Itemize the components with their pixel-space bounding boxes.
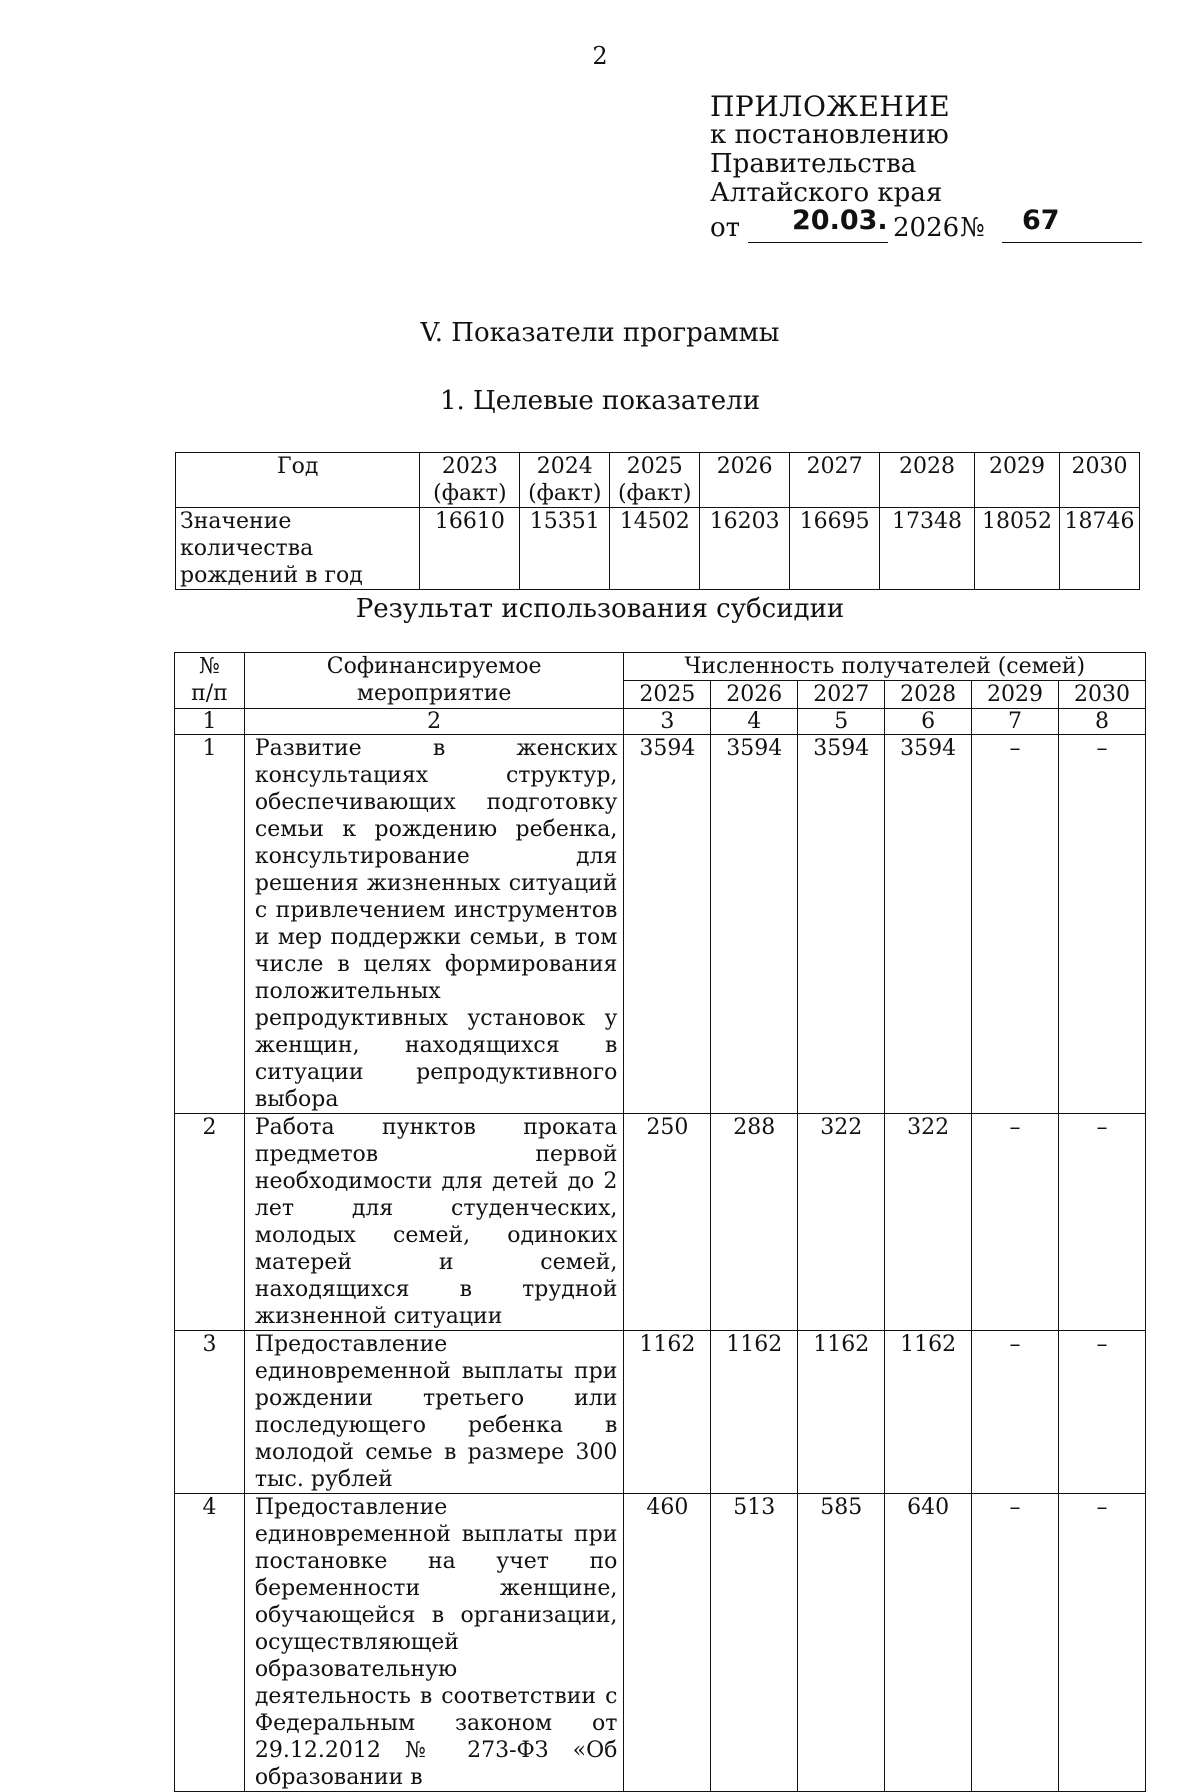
column-number-cell: 5 bbox=[798, 709, 885, 735]
recipients-header-cell: Численность получателей (семей) bbox=[624, 653, 1146, 681]
value-cell: 16695 bbox=[790, 508, 880, 590]
recipients-value-cell: 322 bbox=[798, 1114, 885, 1331]
appendix-title: ПРИЛОЖЕНИЕ bbox=[710, 90, 951, 123]
column-number-cell: 6 bbox=[885, 709, 972, 735]
from-label: от bbox=[710, 213, 741, 243]
recipients-value-cell: – bbox=[972, 1114, 1059, 1331]
year-cell: 2025 (факт) bbox=[610, 453, 700, 508]
column-number-cell: 8 bbox=[1059, 709, 1146, 735]
year-cell: 2023 (факт) bbox=[420, 453, 520, 508]
row-number-cell: 4 bbox=[175, 1494, 245, 1792]
recipients-value-cell: 3594 bbox=[624, 735, 711, 1114]
year-cell: 2024 (факт) bbox=[520, 453, 610, 508]
subsidy-result-table bbox=[174, 652, 1146, 1792]
appendix-date-line bbox=[710, 205, 1160, 248]
section-title: V. Показатели программы bbox=[420, 318, 780, 348]
year-cell: 2029 bbox=[975, 453, 1060, 508]
year-cell: 2027 bbox=[798, 681, 885, 709]
year-header-cell: Год bbox=[176, 453, 420, 508]
year-cell: 2028 bbox=[885, 681, 972, 709]
column-number-cell: 3 bbox=[624, 709, 711, 735]
recipients-value-cell: 1162 bbox=[624, 1331, 711, 1494]
recipients-value-cell: – bbox=[972, 735, 1059, 1114]
recipients-value-cell: – bbox=[1059, 1494, 1146, 1792]
value-cell: 18052 bbox=[975, 508, 1060, 590]
recipients-value-cell: 640 bbox=[885, 1494, 972, 1792]
year-header-row bbox=[176, 453, 1140, 508]
year-cell: 2028 bbox=[880, 453, 975, 508]
page-number: 2 bbox=[592, 42, 608, 70]
year-cell: 2025 bbox=[624, 681, 711, 709]
table-row bbox=[175, 1494, 1146, 1792]
recipients-value-cell: – bbox=[1059, 1114, 1146, 1331]
recipients-value-cell: 1162 bbox=[885, 1331, 972, 1494]
recipients-value-cell: – bbox=[972, 1494, 1059, 1792]
year-cell: 2030 bbox=[1059, 681, 1146, 709]
target-indicators-table bbox=[175, 452, 1140, 590]
table-row bbox=[175, 1331, 1146, 1494]
column-number-cell: 1 bbox=[175, 709, 245, 735]
handwritten-date: 20.03. bbox=[792, 205, 888, 236]
event-description-cell: Развитие в женских консультациях структур, обеспечивающих подготовку семьи к рождению ребенка, консультирование для решения жизненных ситуаций с привлечением инструментов и мер поддержки семьи, в том числе в целях формирования положительных репродуктивных установок у женщин, находящихся в ситуации репродуктивного выбора bbox=[244, 735, 624, 1114]
births-label-cell: Значение количества рождений в год bbox=[176, 508, 420, 590]
appendix-block bbox=[710, 92, 1160, 248]
recipients-value-cell: 288 bbox=[711, 1114, 798, 1331]
value-cell: 16610 bbox=[420, 508, 520, 590]
subsection-title: 1. Целевые показатели bbox=[439, 386, 761, 416]
recipients-value-cell: 3594 bbox=[798, 735, 885, 1114]
value-cell: 15351 bbox=[520, 508, 610, 590]
row-number-cell: 3 bbox=[175, 1331, 245, 1494]
event-description-cell: Предоставление единовременной выплаты при постановке на учет по беременности женщине, обучающейся в организации, осуществляющей образовательную деятельность в соответствии с Федеральным законом от 29.12.2012 № 273-ФЗ «Об образовании в bbox=[244, 1494, 624, 1792]
recipients-value-cell: 513 bbox=[711, 1494, 798, 1792]
recipients-value-cell: – bbox=[1059, 735, 1146, 1114]
appendix-line-1: к постановлению Правительства bbox=[710, 120, 949, 179]
value-cell: 14502 bbox=[610, 508, 700, 590]
recipients-value-cell: – bbox=[972, 1331, 1059, 1494]
recipients-value-cell: 1162 bbox=[798, 1331, 885, 1494]
recipients-value-cell: 322 bbox=[885, 1114, 972, 1331]
row-number-cell: 1 bbox=[175, 735, 245, 1114]
year-cell: 2026 bbox=[700, 453, 790, 508]
recipients-value-cell: 3594 bbox=[711, 735, 798, 1114]
recipients-value-cell: 1162 bbox=[711, 1331, 798, 1494]
value-cell: 18746 bbox=[1059, 508, 1139, 590]
recipients-value-cell: – bbox=[1059, 1331, 1146, 1494]
year-cell: 2027 bbox=[790, 453, 880, 508]
event-header-cell: Софинансируемое мероприятие bbox=[244, 653, 624, 709]
value-cell: 17348 bbox=[880, 508, 975, 590]
row-number-cell: 2 bbox=[175, 1114, 245, 1331]
recipients-value-cell: 3594 bbox=[885, 735, 972, 1114]
result-title: Результат использования субсидии bbox=[355, 594, 845, 624]
table-row bbox=[175, 1114, 1146, 1331]
year-cell: 2029 bbox=[972, 681, 1059, 709]
event-description-cell: Предоставление единовременной выплаты при рождении третьего или последующего ребенка в молодой семье в размере 300 тыс. рублей bbox=[244, 1331, 624, 1494]
column-number-row bbox=[175, 709, 1146, 735]
recipients-value-cell: 460 bbox=[624, 1494, 711, 1792]
recipients-value-cell: 250 bbox=[624, 1114, 711, 1331]
handwritten-number: 67 bbox=[1022, 205, 1060, 236]
recipients-value-cell: 585 bbox=[798, 1494, 885, 1792]
table-row bbox=[175, 735, 1146, 1114]
column-number-cell: 2 bbox=[244, 709, 624, 735]
number-sign: № bbox=[960, 213, 985, 243]
column-number-cell: 4 bbox=[711, 709, 798, 735]
column-number-cell: 7 bbox=[972, 709, 1059, 735]
births-value-row bbox=[176, 508, 1140, 590]
appendix-line-2: Алтайского края bbox=[710, 178, 943, 208]
year-cell: 2030 bbox=[1059, 453, 1139, 508]
year-cell: 2026 bbox=[711, 681, 798, 709]
header-row bbox=[175, 653, 1146, 681]
year-label: 2026 bbox=[893, 213, 960, 243]
value-cell: 16203 bbox=[700, 508, 790, 590]
num-header-cell: № п/п bbox=[175, 653, 245, 709]
event-description-cell: Работа пунктов проката предметов первой необходимости для детей до 2 лет для студенческих, молодых семей, одиноких матерей и семей, находящихся в трудной жизненной ситуации bbox=[244, 1114, 624, 1331]
